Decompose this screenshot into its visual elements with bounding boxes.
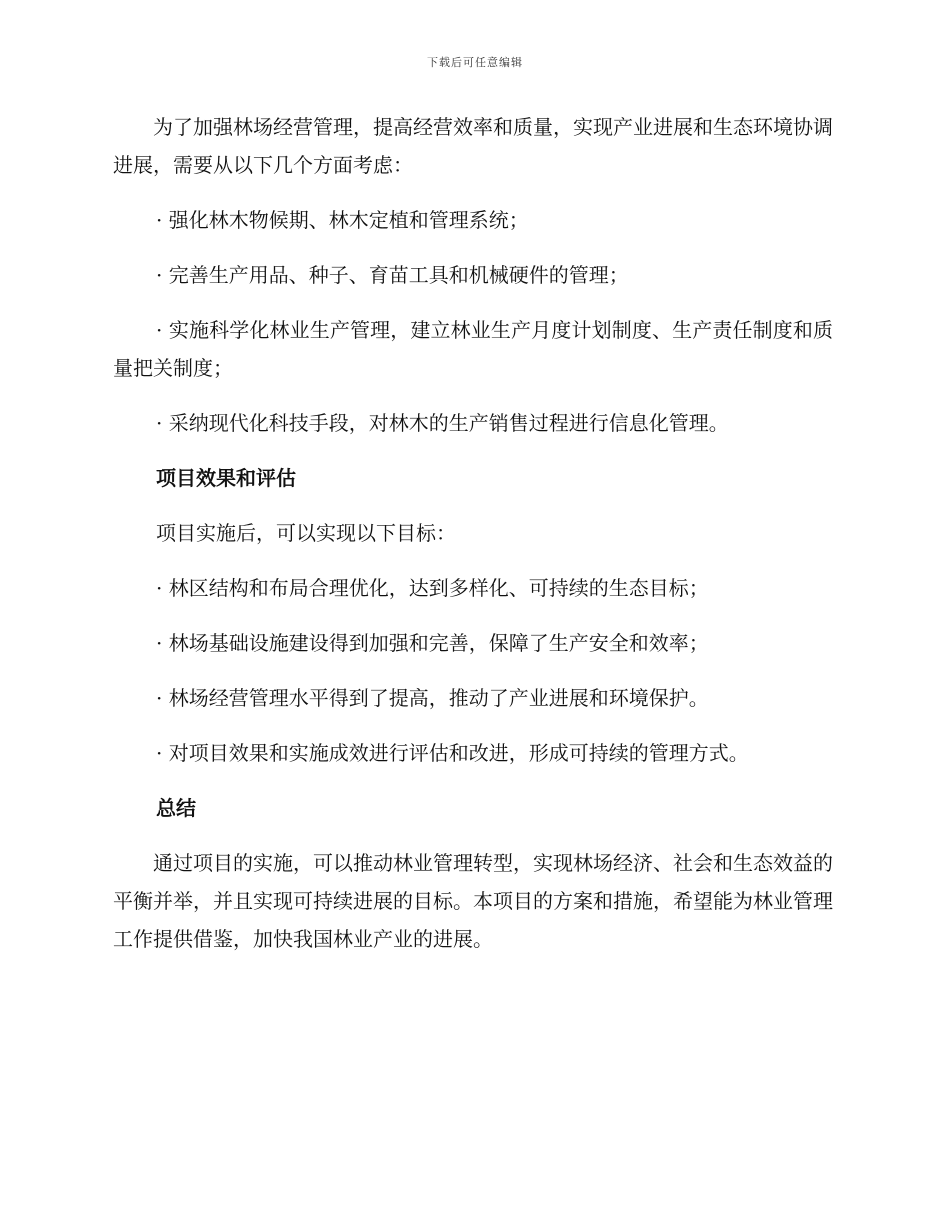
summary-paragraph: 通过项目的实施，可以推动林业管理转型，实现林场经济、社会和生态效益的平衡并举，并且实现可持续进展的目标。本项目的方案和措施，希望能为林业管理工作提供借鉴，加快我国林业产业的进展。 (113, 851, 833, 951)
section-heading-summary: 总结 (156, 796, 196, 820)
bullet-item: · 林场经营管理水平得到了提高，推动了产业进展和环境保护。 (156, 686, 709, 710)
bullet-item: · 林区结构和布局合理优化，达到多样化、可持续的生态目标； (156, 576, 709, 600)
bullet-item: · 采纳现代化科技手段，对林木的生产销售过程进行信息化管理。 (156, 411, 729, 435)
page-header: 下载后可任意编辑 (427, 56, 523, 69)
section-heading-effects: 项目效果和评估 (156, 466, 296, 490)
bullet-item: · 强化林木物候期、林木定植和管理系统； (156, 208, 529, 232)
bullet-item: · 实施科学化林业生产管理，建立林业生产月度计划制度、生产责任制度和质量把关制度； (113, 318, 833, 380)
document-body (113, 108, 833, 958)
bullet-item: · 林场基础设施建设得到加强和完善，保障了生产安全和效率； (156, 631, 709, 655)
bullet-item: · 对项目效果和实施成效进行评估和改进，形成可持续的管理方式。 (156, 741, 749, 765)
bullet-item: · 完善生产用品、种子、育苗工具和机械硬件的管理； (156, 263, 629, 287)
effects-intro: 项目实施后，可以实现以下目标： (156, 521, 456, 545)
intro-paragraph: 为了加强林场经营管理，提高经营效率和质量，实现产业进展和生态环境协调进展，需要从以下几个方面考虑： (113, 115, 833, 177)
